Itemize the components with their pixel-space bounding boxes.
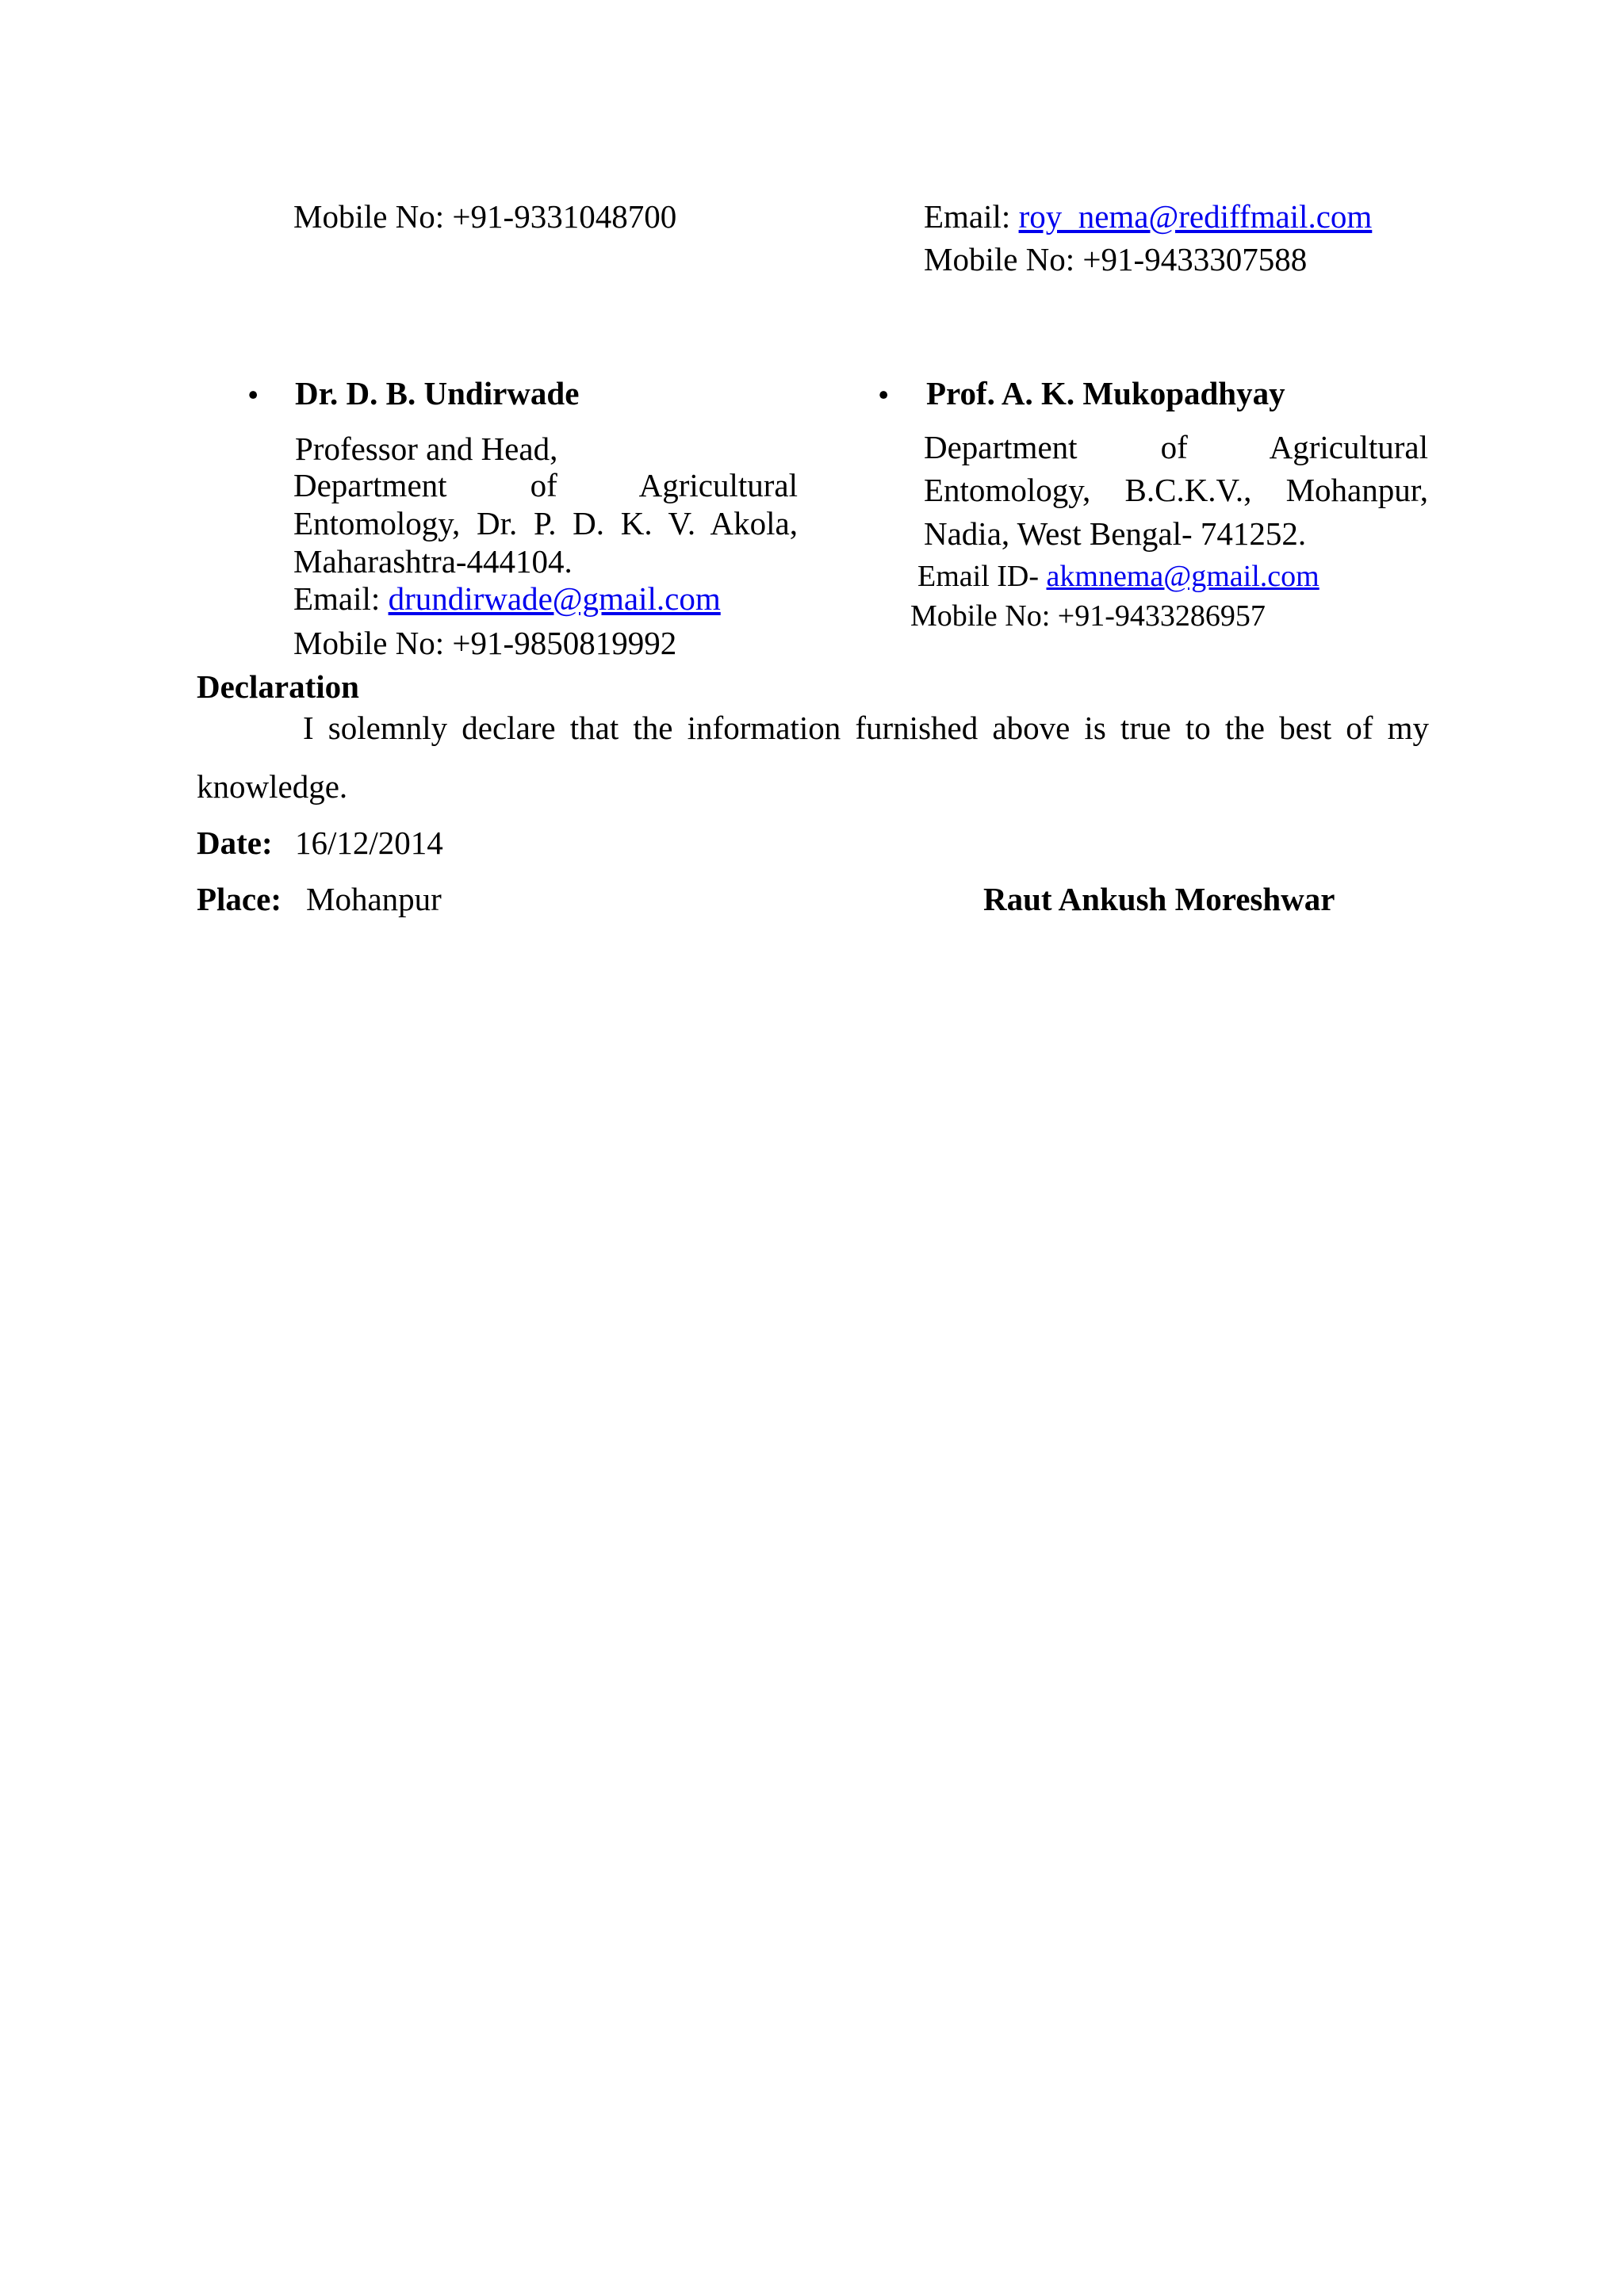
ref-left-state: Maharashtra-444104. <box>293 543 573 580</box>
ref-left-email-link[interactable]: drundirwade@gmail.com <box>388 580 721 617</box>
ref-right-institute: Entomology, B.C.K.V., Mohanpur, <box>924 472 1428 508</box>
date-value: 16/12/2014 <box>295 825 443 861</box>
ref-right-address: Nadia, West Bengal- 741252. <box>924 515 1307 552</box>
signature-name: Raut Ankush Moreshwar <box>983 881 1335 917</box>
declaration-text-line1: I solemnly declare that the information furnished above is true to the best of my <box>303 710 1429 746</box>
ref-right-mobile: Mobile No: +91-9433286957 <box>910 599 1266 633</box>
top-left-mobile: Mobile No: +91-9331048700 <box>293 198 677 235</box>
ref-right-dept: Department of Agricultural <box>924 429 1428 465</box>
place-label: Place: <box>197 881 282 917</box>
declaration-text-line2: knowledge. <box>197 768 348 805</box>
bullet-icon: • <box>247 377 259 413</box>
ref-right-email-line <box>917 561 1320 591</box>
ref-left-dept: Department of Agricultural <box>293 467 798 503</box>
ref-right-email-link[interactable]: akmnema@gmail.com <box>1046 560 1320 593</box>
place-value: Mohanpur <box>306 881 442 917</box>
ref-left-email-line <box>293 580 721 617</box>
ref-right-name: Prof. A. K. Mukopadhyay <box>926 375 1285 411</box>
ref-left-title: Professor and Head, <box>295 430 558 467</box>
bullet-icon: • <box>878 377 890 413</box>
ref-left-name: Dr. D. B. Undirwade <box>295 375 580 411</box>
date-label: Date: <box>197 825 273 861</box>
top-right-email-link[interactable]: roy_nema@rediffmail.com <box>1018 198 1373 235</box>
top-right-email-label: Email: <box>924 198 1019 235</box>
ref-left-email-label: Email: <box>293 580 389 617</box>
top-right-email-line <box>924 198 1373 235</box>
ref-right-email-label: Email ID- <box>917 560 1047 593</box>
top-right-mobile: Mobile No: +91-9433307588 <box>924 241 1308 277</box>
ref-left-institute: Entomology, Dr. P. D. K. V. Akola, <box>293 505 798 541</box>
ref-left-mobile: Mobile No: +91-9850819992 <box>293 625 677 661</box>
declaration-heading: Declaration <box>197 668 359 705</box>
